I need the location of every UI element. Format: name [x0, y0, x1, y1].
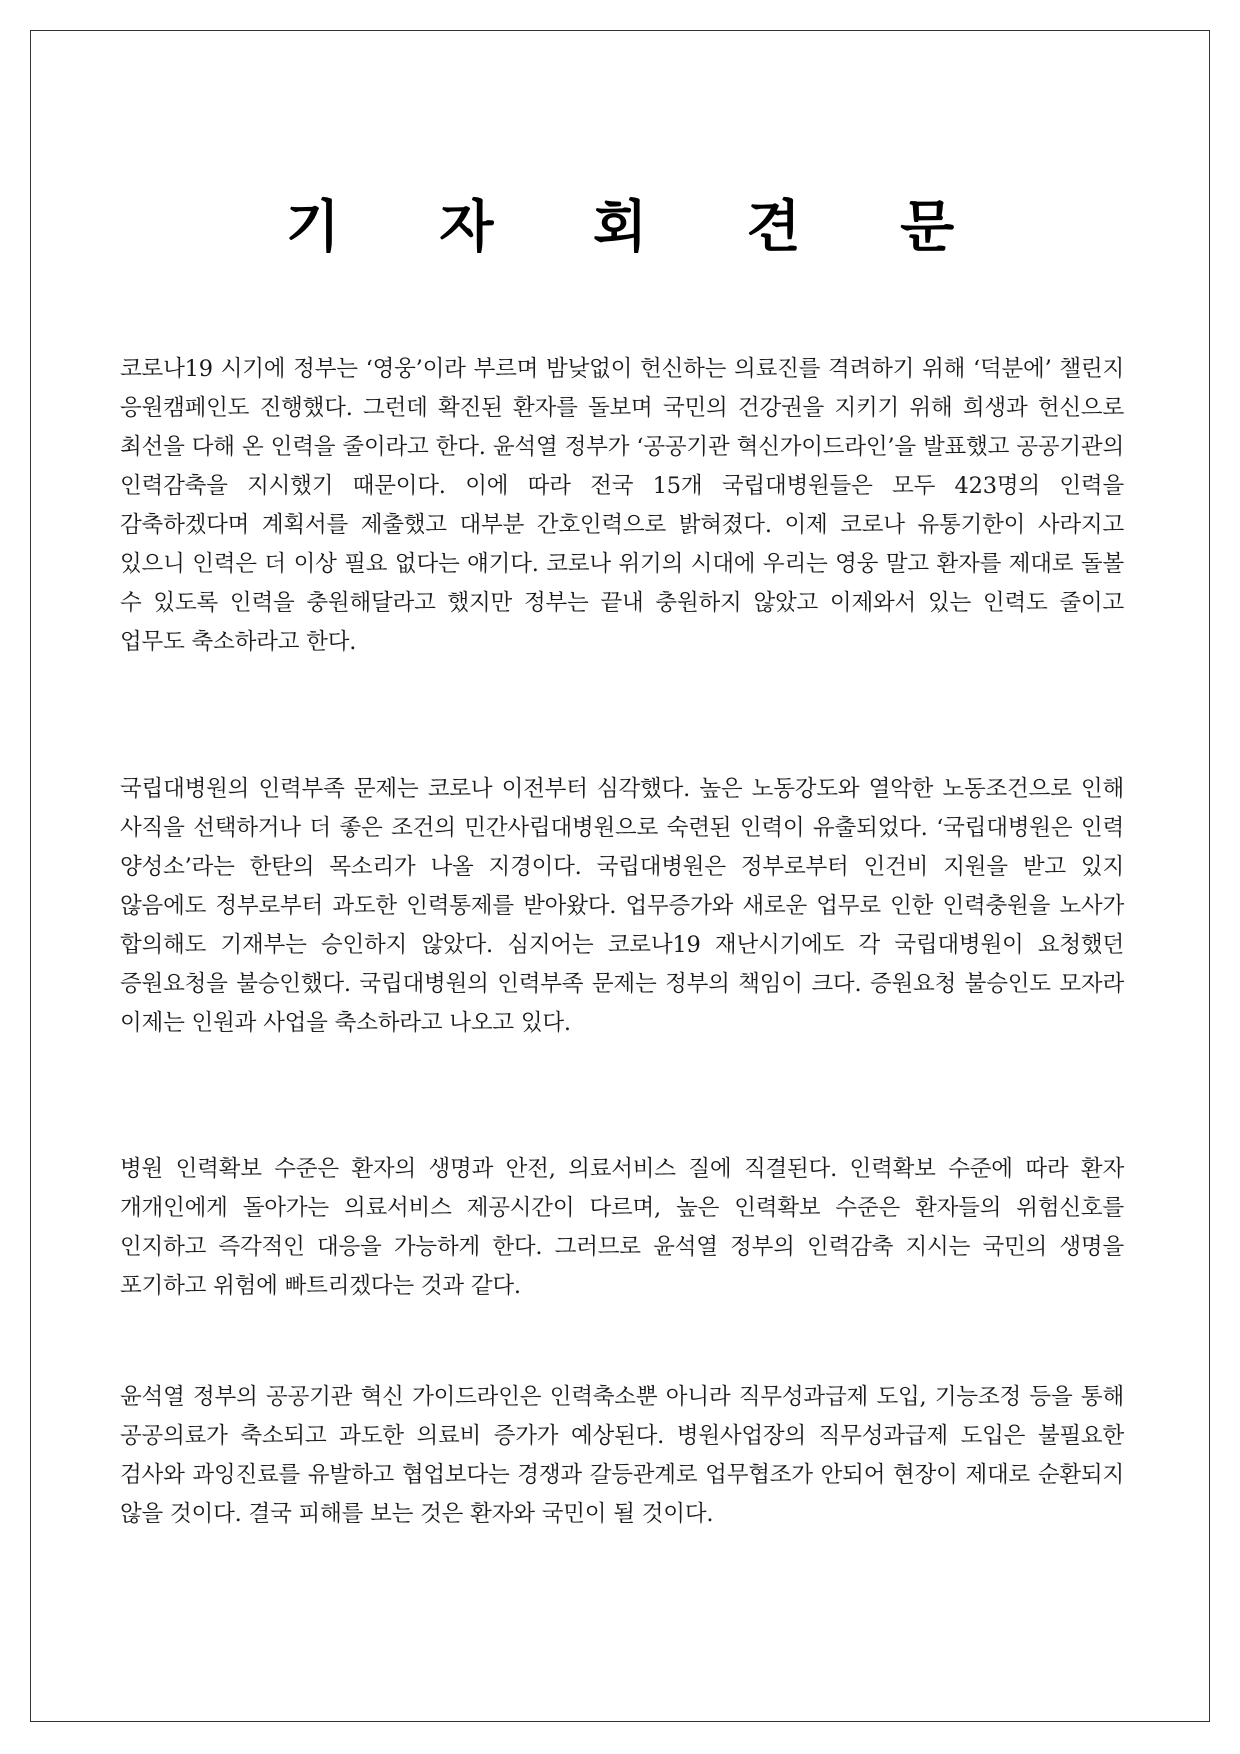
paragraph-2: 국립대병원의 인력부족 문제는 코로나 이전부터 심각했다. 높은 노동강도와 열악한 노동조건으로 인해 사직을 선택하거나 더 좋은 조건의 민간사립대병원으로 숙련된 인력이 유출되었다. ‘국립대병원은 인력 양성소’라는 한탄의 목소리가 나올 지경이다. 국립대병원은 정부로부터 인건비 지원을 받고 있지 않음에도 정부로부터 과도한 인력통제를 받아왔다. 업무증가와 새로운 업무로 인한 인력충원을 노사가 합의해도 기재부는 승인하지 않았다. 심지어는 코로나19 재난시기에도 각 국립대병원이 요청했던 증원요청을 불승인했다. 국립대병원의 인력부족 문제는 정부의 책임이 크다. 증원요청 불승인도 모자라 이제는 인원과 사업을 축소하라고 나오고 있다.	[120, 776, 1124, 1036]
document-title: 기 자 회 견 문	[285, 195, 995, 260]
paragraph-3: 병원 인력확보 수준은 환자의 생명과 안전, 의료서비스 질에 직결된다. 인력확보 수준에 따라 환자 개개인에게 돌아가는 의료서비스 제공시간이 다르며, 높은 인력확보 수준은 환자들의 위험신호를 인지하고 즉각적인 대응을 가능하게 한다. 그러므로 윤석열 정부의 인력감축 지시는 국민의 생명을 포기하고 위험에 빠트리겠다는 것과 같다.	[120, 1156, 1124, 1299]
paragraph-4: 윤석열 정부의 공공기관 혁신 가이드라인은 인력축소뿐 아니라 직무성과급제 도입, 기능조정 등을 통해 공공의료가 축소되고 과도한 의료비 증가가 예상된다. 병원사업장의 직무성과급제 도입은 불필요한 검사와 과잉진료를 유발하고 협업보다는 경쟁과 갈등관계로 업무협조가 안되어 현장이 제대로 순환되지 않을 것이다. 결국 피해를 보는 것은 환자와 국민이 될 것이다.	[120, 1384, 1124, 1527]
paragraph-1: 코로나19 시기에 정부는 ‘영웅’이라 부르며 밤낮없이 헌신하는 의료진를 격려하기 위해 ‘덕분에’ 챌린지 응원캠페인도 진행했다. 그런데 확진된 환자를 돌보며 국민의 건강권을 지키기 위해 희생과 헌신으로 최선을 다해 온 인력을 줄이라고 한다. 윤석열 정부가 ‘공공기관 혁신가이드라인’을 발표했고 공공기관의 인력감축을 지시했기 때문이다. 이에 따라 전국 15개 국립대병원들은 모두 423명의 인력을 감축하겠다며 계획서를 제출했고 대부분 간호인력으로 밝혀졌다. 이제 코로나 유통기한이 사라지고 있으니 인력은 더 이상 필요 없다는 얘기다. 코로나 위기의 시대에 우리는 영웅 말고 환자를 제대로 돌볼 수 있도록 인력을 충원해달라고 했지만 정부는 끝내 충원하지 않았고 이제와서 있는 인력도 줄이고 업무도 축소하라고 한다.	[120, 356, 1124, 655]
